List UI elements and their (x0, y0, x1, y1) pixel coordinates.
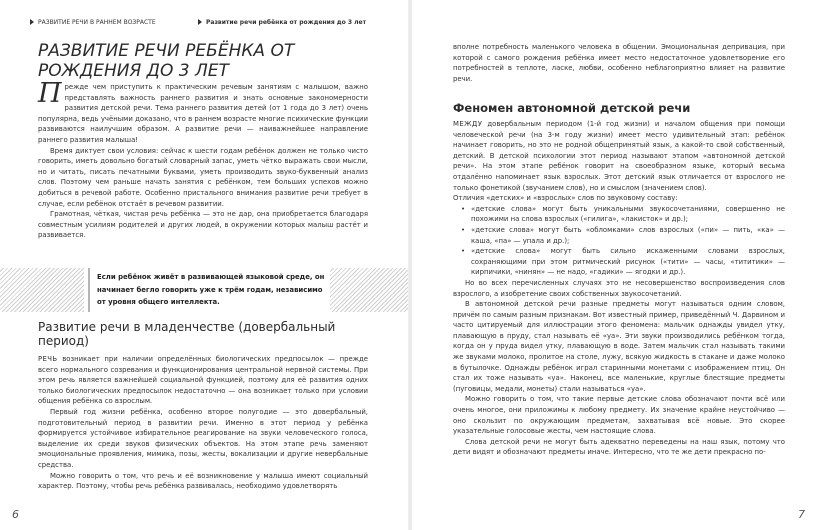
list-item: • «детские слова» могут быть «обломками» слов взрослых («пи» — пить, «ка» — каша, «па» — упала и др.); (461, 225, 785, 245)
continuation-block (453, 42, 785, 84)
body-paragraph: Первый год жизни ребёнка, особенно второе полугодие — это довербальный, подготовительный период в развитии речи. Именно в этот период у ребёнка формируется устойчивое избирательное реагирование на звуки человеческого голоса, выделение их среди звуков физических объектов. На этом этапе речь заменяют эмоциональные проявления, мимика, позы, жесты, вокализации и другие невербальные средства. (38, 407, 368, 469)
callout-box (0, 268, 408, 312)
body-paragraph: Слова детской речи не могут быть адекватно переведены на наш язык, потому что дети видят и обозначают предметы иначе. Интересно, что те же дети прекрасно по- (453, 437, 785, 457)
callout-text: Если ребёнок живёт в развивающей языковой среде, он начинает бегло говорить уже к трём годам, независимо от уровня общего интеллекта. (97, 273, 325, 306)
hatch-pattern-decoration (330, 268, 408, 312)
running-head-chapter: Развитие речи ребёнка от рождения до 3 лет (198, 19, 366, 26)
body-paragraph: Грамотная, чёткая, чистая речь ребёнка — это не дар, она приобретается благодаря совместным усилиям родителей и других людей, в окружении которых малыш растёт и развивается. (38, 210, 368, 240)
lead-word: МЕЖДУ (453, 120, 483, 128)
page-number-right: 7 (798, 508, 805, 521)
differences-list (453, 204, 785, 278)
bullet-icon: • (461, 225, 466, 234)
triangle-marker-icon (198, 19, 202, 25)
triangle-marker-icon (30, 19, 34, 25)
section-title: Развитие речи в младенчестве (довербальный период) (38, 320, 336, 348)
bullet-icon: • (461, 247, 466, 256)
section-first-paragraph: МЕЖДУ довербальным периодом (1-й год жизни) и началом общения при помощи человеческой речи (на 3-м году жизни) имеет место удивительный этап: ребёнок начинает говорить, но это не родной общепринятый язык, а какой-то свой собственный, детский. В детской психологии этот период называют этапом «автономной детской речи». На этом этапе ребёнок говорит на своеобразном языке, который весьма отдалённо напоминает язык взрослых. Этот детский язык отличается от взрослого не только фонетикой (звучанием слов), но и смыслом (значением слов). (453, 120, 785, 192)
body-paragraph: Время диктует свои условия: сейчас к шести годам ребёнок должен не только чисто говорить, иметь довольно богатый словарный запас, уметь чётко выражать свои мысли, но и читать, писать печатными буквами, уметь производить звуко-буквенный анализ слов. Поэтому чем раньше начать занятия с ребёнком, тем больших успехов можно добиться в речевой работе. Особенно пристального внимания развитие речи требует в случае, если ребёнок отстаёт в речевом развитии. (38, 146, 368, 208)
section-title: Феномен автономной детской речи (453, 101, 691, 115)
lead-word: РЕЧЬ (38, 355, 58, 363)
drop-cap: П (38, 78, 62, 109)
infancy-section (38, 320, 368, 492)
chapter-title: РАЗВИТИЕ РЕЧИ РЕБЁНКА ОТ РОЖДЕНИЯ ДО 3 ЛЕТ (38, 41, 295, 81)
body-paragraph: Можно говорить о том, что речь и её возникновение у малыша имеют социальный характер. Поэтому, чтобы речь ребёнка развивалась, необходимо удовлетворять (38, 471, 368, 491)
right-page (412, 0, 820, 530)
intro-paragraph: Прежде чем приступить к практическим речевым занятиям с малышом, важно представлять важность раннего развития и знать основные закономерности развития детской речи. Тема раннего развития детей (от 1 года до 3 лет) очень популярна, ведь учёными доказано, что в раннем возрасте многие психические функции развиваются наилучшим образом. А развитие речи — наиважнейшее направление раннего развития малыша! (38, 78, 368, 144)
list-item: • «детские слова» могут быть сильно искаженными словами взрослых, сохраняющими при этом ритмический рисунок («тити» — часы, «тититики» — кирпичики, «нинян» — не надо, «гадики» — ягодки и др.). (461, 247, 785, 277)
intro-section (38, 78, 368, 241)
left-page (0, 0, 408, 530)
hatch-pattern-decoration (0, 268, 84, 312)
page-number-left: 6 (12, 508, 19, 521)
list-item: • «детские слова» могут быть уникальными звукосочетаниями, совершенно не похожими на слова взрослых («гилига», «лакисток» и др.); (461, 204, 785, 224)
callout-divider (88, 268, 90, 312)
section-first-paragraph: РЕЧЬ возникает при наличии определённых биологических предпосылок — прежде всего нормального созревания и функционирования центральной нервной системы. При этом речь является важнейшей социальной функцией, поэтому для её развития одних только биологических предпосылок недостаточно — она возникает только при условии общения ребёнка со взрослым. (38, 355, 368, 406)
body-paragraph: В автономной детской речи разные предметы могут называться одним словом, причём по самым разным признакам. Вот известный пример, приведённый Ч. Дарвином и часто цитируемый для иллюстрации этого феномена: мальчик однажды увидел утку, плавающую в пруду, стал называть её «уа». Эти звуки производились ребёнком тогда, когда он у пруда видел утку, плавающую в воде. Затем мальчик стал называть такими же звуками молоко, пролитое на столе, лужу, всякую жидкость в стакане и даже молоко в бутылочке. Однажды ребёнок играл старинными монетами с изображением птиц. Он стал их тоже называть «уа». Наконец, все маленькие, круглые блестящие предметы (пуговицы, медали, монеты) стали называться «уа». (453, 300, 785, 393)
autonomous-speech-section (453, 101, 785, 458)
continuation-paragraph: вполне потребность маленького человека в общении. Эмоциональная депривация, при которой с самого рождения ребёнка имеет место недостаточное удовлетворение его потребностей в теплоте, ласке, любви, особенно неблагоприятно влияет на развитие речи. (453, 43, 785, 83)
bullet-icon: • (461, 204, 466, 213)
body-paragraph: Можно говорить о том, что такие первые детские слова обозначают почти всё или очень многое, они приложимы к любому предмету. Их значение крайне неустойчиво — оно скользит по окружающим предметам, захватывая всё новые. Это скорее указательные голосовые жесты, чем настоящие слова. (453, 395, 785, 436)
running-head-section: РАЗВИТИЕ РЕЧИ В РАННЕМ ВОЗРАСТЕ (30, 19, 156, 26)
list-intro: Отличия «детских» и «взрослых» слов по звуковому составу: (453, 194, 678, 203)
body-paragraph: Но во всех перечисленных случаях это не несовершенство воспроизведения слов взрослого, а изобретение своих собственных звукосочетаний. (453, 278, 785, 298)
